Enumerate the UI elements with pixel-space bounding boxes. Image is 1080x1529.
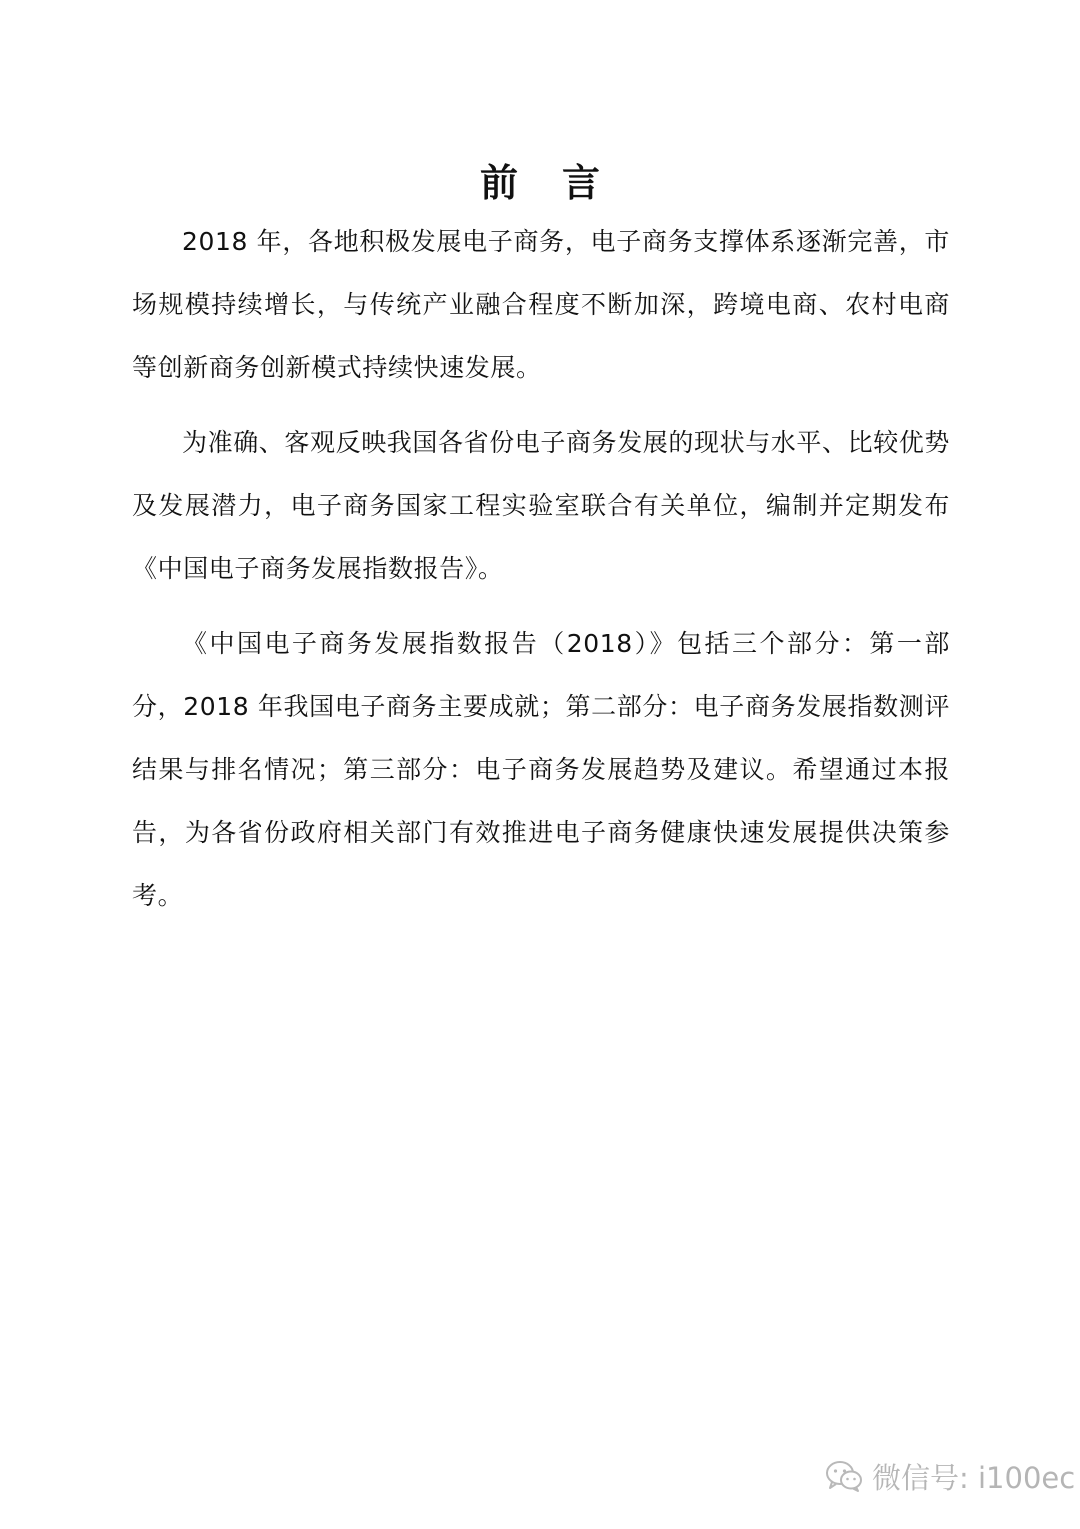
paragraph-purpose: 为准确、客观反映我国各省份电子商务发展的现状与水平、比较优势及发展潜力，电子商务国家工程实验室联合有关单位，编制并定期发布《中国电子商务发展指数报告》。: [132, 428, 951, 583]
paragraph-structure: 《中国电子商务发展指数报告（2018）》包括三个部分：第一部分，2018 年我国电子商务主要成就；第二部分：电子商务发展指数测评结果与排名情况；第三部分：电子商务发展趋势及建议。希望通过本报告，为各省份政府相关部门有效推进电子商务健康快速发展提供决策参考。: [132, 629, 950, 910]
document-body: [132, 210, 950, 939]
wechat-watermark: [824, 1452, 1075, 1500]
watermark-text: 微信号: i100ec: [872, 1460, 1076, 1495]
wechat-icon: [824, 1459, 864, 1493]
page-title: 前言: [479, 161, 644, 206]
paragraph-intro: 2018 年，各地积极发展电子商务，电子商务支撑体系逐渐完善，市场规模持续增长，与传统产业融合程度不断加深，跨境电商、农村电商等创新商务创新模式持续快速发展。: [132, 227, 950, 382]
